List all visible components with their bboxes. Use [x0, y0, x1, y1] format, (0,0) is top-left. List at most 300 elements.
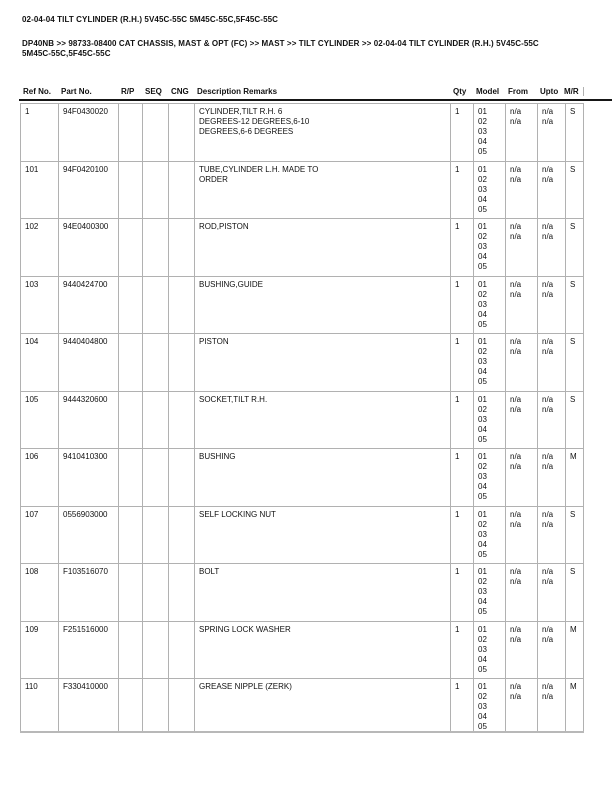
cell-model-line: 04 [478, 252, 487, 261]
cell-mr-line: S [570, 509, 576, 519]
cell-qty-line: 1 [455, 337, 460, 346]
cell-model [473, 564, 505, 621]
cell-rp [118, 679, 142, 731]
cell-seq [142, 392, 168, 449]
cell-description [194, 449, 450, 506]
cell-model-line: 01 [478, 164, 487, 174]
cell-description [194, 162, 450, 219]
cell-ref-no-line: 109 [25, 624, 39, 634]
cell-description-line: ORDER [199, 174, 228, 184]
cell-part-no-line: F103516070 [63, 567, 108, 576]
cell-mr [565, 392, 584, 449]
cell-description [194, 277, 450, 334]
cell-model-line: 02 [478, 519, 487, 529]
cell-upto-line: n/a [542, 222, 554, 231]
cell-model [473, 679, 505, 731]
cell-part-no-line: 94F0420100 [63, 164, 108, 174]
cell-description-line: SOCKET,TILT R.H. [199, 394, 268, 404]
cell-ref-no [20, 162, 58, 219]
cell-from-line: n/a [510, 222, 522, 231]
cell-upto-line: n/a [542, 337, 554, 346]
cell-from-line: n/a [510, 164, 522, 174]
cell-cng [168, 162, 194, 219]
cell-model-line: 05 [478, 262, 487, 271]
cell-model-line: 02 [478, 692, 487, 701]
cell-ref-no [20, 449, 58, 506]
cell-rp [118, 104, 142, 161]
cell-seq [142, 679, 168, 731]
cell-upto-line: n/a [542, 164, 554, 174]
cell-ref-no [20, 507, 58, 564]
cell-description-line: SPRING LOCK WASHER [199, 624, 291, 634]
cell-mr [565, 162, 584, 219]
cell-from-line: n/a [510, 404, 522, 414]
cell-model [473, 277, 505, 334]
cell-qty-line: 1 [455, 279, 460, 289]
cell-qty [450, 104, 473, 161]
cell-from-line: n/a [510, 117, 522, 126]
cell-model-line: 02 [478, 404, 487, 414]
cell-description-line: GREASE NIPPLE (ZERK) [199, 682, 292, 691]
cell-upto-line: n/a [542, 347, 554, 356]
cell-qty [450, 622, 473, 679]
cell-model-line: 04 [478, 194, 487, 204]
cell-cng [168, 392, 194, 449]
table-row [20, 391, 584, 449]
cell-ref-no-line: 104 [25, 337, 39, 346]
cell-model [473, 334, 505, 391]
cell-mr-line: S [570, 394, 576, 404]
cell-mr-line: M [570, 624, 577, 634]
table-row [20, 621, 584, 679]
cell-ref-no [20, 219, 58, 276]
cell-from-line: n/a [510, 107, 522, 116]
cell-seq [142, 162, 168, 219]
table-row [20, 161, 584, 219]
cell-part-no-line: 94F0430020 [63, 107, 108, 116]
cell-qty [450, 334, 473, 391]
cell-seq [142, 564, 168, 621]
cell-upto-line: n/a [542, 232, 554, 241]
table-header-row [20, 87, 584, 96]
cell-rp [118, 564, 142, 621]
cell-cng [168, 277, 194, 334]
cell-model-line: 05 [478, 147, 487, 156]
cell-qty-line: 1 [455, 567, 460, 576]
cell-mr [565, 622, 584, 679]
cell-description [194, 104, 450, 161]
cell-from-line: n/a [510, 577, 522, 586]
table-row [20, 276, 584, 334]
cell-model-line: 03 [478, 414, 487, 424]
cell-qty [450, 162, 473, 219]
cell-model [473, 162, 505, 219]
cell-model-line: 04 [478, 597, 487, 606]
cell-part-no [58, 679, 118, 731]
cell-qty [450, 564, 473, 621]
cell-model-line: 03 [478, 644, 487, 654]
cell-mr-line: M [570, 452, 577, 461]
cell-qty-line: 1 [455, 164, 460, 174]
cell-qty-line: 1 [455, 452, 460, 461]
cell-part-no-line: F330410000 [63, 682, 108, 691]
cell-upto-line: n/a [542, 519, 554, 529]
column-header-seq: SEQ [145, 87, 162, 96]
cell-part-no [58, 392, 118, 449]
cell-from-line: n/a [510, 394, 522, 404]
cell-cng [168, 679, 194, 731]
cell-upto-line: n/a [542, 624, 554, 634]
cell-model-line: 02 [478, 462, 487, 471]
cell-model-line: 01 [478, 624, 487, 634]
cell-cng [168, 104, 194, 161]
cell-part-no [58, 277, 118, 334]
cell-mr-line: S [570, 164, 576, 174]
cell-ref-no-line: 102 [25, 222, 39, 231]
cell-qty [450, 679, 473, 731]
cell-cng [168, 334, 194, 391]
cell-qty-line: 1 [455, 107, 460, 116]
column-header-rp: R/P [121, 87, 135, 96]
cell-model-line: 05 [478, 549, 487, 559]
cell-description [194, 219, 450, 276]
cell-upto [537, 219, 565, 276]
cell-model-line: 03 [478, 299, 487, 309]
cell-part-no-line: 9444320600 [63, 394, 108, 404]
cell-model [473, 219, 505, 276]
cell-mr-line: M [570, 682, 577, 691]
cell-upto-line: n/a [542, 634, 554, 644]
cell-rp [118, 622, 142, 679]
cell-description [194, 334, 450, 391]
cell-upto-line: n/a [542, 289, 554, 299]
cell-model-line: 01 [478, 337, 487, 346]
cell-upto [537, 564, 565, 621]
cell-ref-no-line: 105 [25, 394, 39, 404]
cell-mr [565, 679, 584, 731]
cell-mr [565, 219, 584, 276]
cell-from-line: n/a [510, 462, 522, 471]
breadcrumb-line: 5M45C-55C,5F45C-55C [22, 49, 111, 58]
cell-ref-no [20, 104, 58, 161]
column-header-description: Description Remarks [197, 87, 278, 96]
cell-from-line: n/a [510, 347, 522, 356]
page-title: 02-04-04 TILT CYLINDER (R.H.) 5V45C-55C 5M45C-55C,5F45C-55C [22, 15, 279, 24]
cell-model-line: 03 [478, 529, 487, 539]
parts-table [20, 103, 584, 733]
cell-upto [537, 334, 565, 391]
table-row [20, 333, 584, 391]
cell-description-line: PISTON [199, 337, 229, 346]
cell-model-line: 04 [478, 539, 487, 549]
cell-ref-no [20, 277, 58, 334]
cell-description-line: BUSHING,GUIDE [199, 279, 264, 289]
cell-model-line: 04 [478, 712, 487, 721]
cell-from [505, 334, 537, 391]
cell-rp [118, 334, 142, 391]
cell-model-line: 05 [478, 664, 487, 674]
cell-model-line: 05 [478, 607, 487, 616]
cell-model-line: 04 [478, 424, 487, 434]
cell-model [473, 622, 505, 679]
cell-ref-no-line: 106 [25, 452, 39, 461]
cell-model-line: 03 [478, 587, 487, 596]
cell-seq [142, 334, 168, 391]
table-row [20, 506, 584, 564]
cell-part-no-line: 9440404800 [63, 337, 108, 346]
cell-from [505, 622, 537, 679]
cell-model-line: 05 [478, 377, 487, 386]
cell-model-line: 02 [478, 347, 487, 356]
cell-upto-line: n/a [542, 452, 554, 461]
cell-model-line: 01 [478, 452, 487, 461]
cell-ref-no-line: 1 [25, 107, 30, 116]
cell-upto [537, 449, 565, 506]
cell-ref-no-line: 107 [25, 509, 39, 519]
cell-description-line: BOLT [199, 567, 220, 576]
cell-mr-line: S [570, 107, 576, 116]
cell-description [194, 392, 450, 449]
cell-cng [168, 219, 194, 276]
cell-model-line: 02 [478, 634, 487, 644]
header-rule [19, 99, 612, 101]
column-header-part-no: Part No. [61, 87, 92, 96]
cell-from-line: n/a [510, 289, 522, 299]
cell-cng [168, 622, 194, 679]
cell-upto-line: n/a [542, 107, 554, 116]
column-header-ref-no: Ref No. [23, 87, 51, 96]
cell-model-line: 02 [478, 174, 487, 184]
cell-seq [142, 449, 168, 506]
cell-part-no-line: 9440424700 [63, 279, 108, 289]
cell-model [473, 507, 505, 564]
cell-from-line: n/a [510, 174, 522, 184]
cell-ref-no-line: 108 [25, 567, 39, 576]
cell-part-no [58, 622, 118, 679]
cell-ref-no [20, 679, 58, 731]
cell-qty [450, 392, 473, 449]
cell-ref-no-line: 103 [25, 279, 39, 289]
cell-model-line: 05 [478, 492, 487, 501]
cell-from-line: n/a [510, 519, 522, 529]
cell-ref-no-line: 110 [25, 682, 38, 691]
cell-part-no-line: 94E0400300 [63, 222, 109, 231]
cell-model-line: 04 [478, 137, 487, 146]
cell-upto-line: n/a [542, 394, 554, 404]
cell-model-line: 04 [478, 367, 487, 376]
cell-part-no [58, 162, 118, 219]
cell-ref-no [20, 334, 58, 391]
cell-model-line: 05 [478, 434, 487, 444]
cell-qty-line: 1 [455, 222, 460, 231]
cell-mr [565, 277, 584, 334]
cell-model-line: 02 [478, 232, 487, 241]
cell-seq [142, 104, 168, 161]
cell-from-line: n/a [510, 682, 522, 691]
cell-seq [142, 219, 168, 276]
cell-description-line: DEGREES-12 DEGREES,6-10 [199, 117, 310, 126]
cell-from [505, 564, 537, 621]
table-row [20, 563, 584, 621]
cell-part-no [58, 104, 118, 161]
cell-from-line: n/a [510, 634, 522, 644]
cell-upto [537, 392, 565, 449]
cell-from [505, 507, 537, 564]
cell-model-line: 02 [478, 577, 487, 586]
cell-mr [565, 334, 584, 391]
cell-rp [118, 392, 142, 449]
cell-description-line: CYLINDER,TILT R.H. 6 [199, 107, 283, 116]
breadcrumb-line: DP40NB >> 98733-08400 CAT CHASSIS, MAST & OPT (FC) >> MAST >> TILT CYLINDER >> 02-04-04 TILT CYLINDER (R.H.) 5V45C-55C [22, 39, 539, 48]
cell-rp [118, 219, 142, 276]
cell-from-line: n/a [510, 337, 522, 346]
cell-model-line: 01 [478, 222, 487, 231]
cell-model-line: 05 [478, 319, 487, 329]
cell-mr [565, 449, 584, 506]
cell-mr [565, 104, 584, 161]
cell-mr-line: S [570, 279, 576, 289]
cell-part-no [58, 507, 118, 564]
cell-upto [537, 162, 565, 219]
column-header-upto: Upto [540, 87, 559, 96]
cell-upto [537, 104, 565, 161]
cell-upto-line: n/a [542, 577, 554, 586]
cell-description [194, 679, 450, 731]
cell-from [505, 162, 537, 219]
cell-from [505, 104, 537, 161]
cell-upto-line: n/a [542, 404, 554, 414]
cell-model-line: 03 [478, 242, 487, 251]
table-row [20, 218, 584, 276]
cell-model [473, 104, 505, 161]
cell-upto-line: n/a [542, 174, 554, 184]
cell-part-no [58, 564, 118, 621]
cell-qty-line: 1 [455, 394, 460, 404]
cell-qty [450, 449, 473, 506]
cell-model-line: 02 [478, 289, 487, 299]
cell-model-line: 01 [478, 567, 487, 576]
cell-model-line: 04 [478, 309, 487, 319]
cell-upto-line: n/a [542, 567, 554, 576]
cell-model-line: 05 [478, 204, 487, 214]
cell-upto-line: n/a [542, 462, 554, 471]
cell-mr-line: S [570, 222, 576, 231]
cell-model-line: 01 [478, 107, 487, 116]
column-header-model: Model [476, 87, 500, 96]
cell-ref-no-line: 101 [25, 164, 39, 174]
cell-cng [168, 507, 194, 564]
cell-model-line: 01 [478, 279, 487, 289]
cell-seq [142, 622, 168, 679]
cell-ref-no [20, 392, 58, 449]
cell-qty [450, 507, 473, 564]
column-header-cng: CNG [171, 87, 189, 96]
cell-seq [142, 507, 168, 564]
cell-model-line: 03 [478, 472, 487, 481]
cell-upto [537, 622, 565, 679]
cell-qty-line: 1 [455, 682, 460, 691]
cell-rp [118, 449, 142, 506]
cell-cng [168, 449, 194, 506]
cell-model-line: 03 [478, 357, 487, 366]
cell-part-no [58, 449, 118, 506]
cell-rp [118, 507, 142, 564]
cell-from [505, 392, 537, 449]
cell-upto-line: n/a [542, 279, 554, 289]
cell-model-line: 01 [478, 509, 487, 519]
cell-model-line: 01 [478, 682, 487, 691]
cell-qty [450, 219, 473, 276]
cell-from [505, 277, 537, 334]
cell-part-no-line: F251516000 [63, 624, 108, 634]
column-header-qty: Qty [453, 87, 467, 96]
cell-description-line: ROD,PISTON [199, 222, 249, 231]
cell-part-no [58, 219, 118, 276]
cell-model-line: 03 [478, 702, 487, 711]
cell-part-no-line: 0556903000 [63, 509, 108, 519]
cell-from-line: n/a [510, 692, 522, 701]
cell-qty-line: 1 [455, 624, 460, 634]
cell-from-line: n/a [510, 624, 522, 634]
cell-model-line: 03 [478, 184, 487, 194]
cell-ref-no [20, 622, 58, 679]
cell-description-line: DEGREES,6-6 DEGREES [199, 127, 294, 136]
cell-ref-no [20, 564, 58, 621]
column-header-from: From [508, 87, 528, 96]
cell-model-line: 05 [478, 722, 487, 731]
cell-description-line: SELF LOCKING NUT [199, 509, 276, 519]
cell-from-line: n/a [510, 452, 522, 461]
cell-model-line: 01 [478, 394, 487, 404]
cell-from-line: n/a [510, 509, 522, 519]
cell-description [194, 507, 450, 564]
cell-cng [168, 564, 194, 621]
breadcrumb [22, 39, 597, 59]
cell-from [505, 449, 537, 506]
cell-description [194, 564, 450, 621]
cell-model-line: 02 [478, 117, 487, 126]
cell-model [473, 392, 505, 449]
cell-mr [565, 564, 584, 621]
table-row [20, 448, 584, 506]
cell-mr-line: S [570, 337, 576, 346]
table-row [20, 103, 584, 161]
cell-upto [537, 277, 565, 334]
cell-part-no [58, 334, 118, 391]
table-row [20, 678, 584, 731]
cell-model-line: 04 [478, 654, 487, 664]
cell-from [505, 219, 537, 276]
cell-from-line: n/a [510, 232, 522, 241]
cell-upto [537, 679, 565, 731]
cell-mr [565, 507, 584, 564]
cell-part-no-line: 9410410300 [63, 452, 108, 461]
cell-model [473, 449, 505, 506]
cell-upto-line: n/a [542, 682, 554, 691]
cell-upto [537, 507, 565, 564]
cell-from [505, 679, 537, 731]
cell-model-line: 04 [478, 482, 487, 491]
cell-description [194, 622, 450, 679]
cell-qty [450, 277, 473, 334]
column-header-mr: M/R [565, 87, 584, 96]
cell-upto-line: n/a [542, 117, 554, 126]
cell-mr-line: S [570, 567, 576, 576]
cell-rp [118, 162, 142, 219]
cell-qty-line: 1 [455, 509, 460, 519]
cell-rp [118, 277, 142, 334]
cell-seq [142, 277, 168, 334]
